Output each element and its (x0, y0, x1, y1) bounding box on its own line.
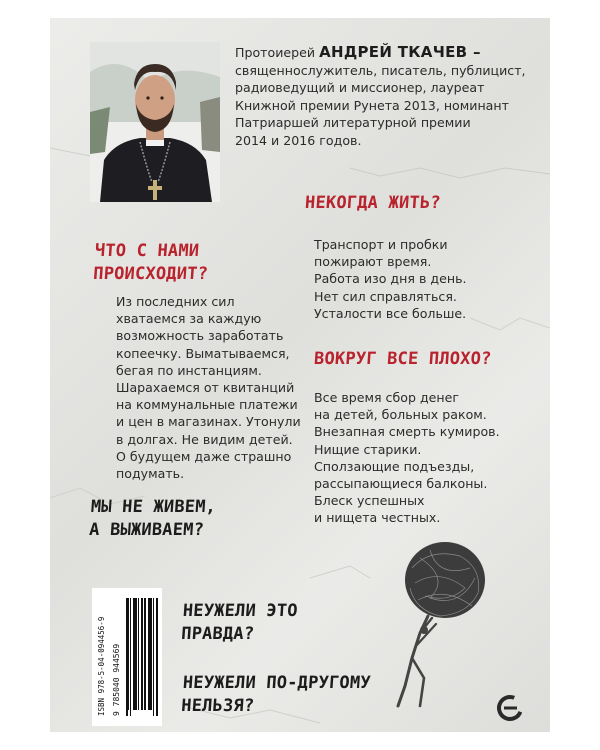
author-portrait-illustration (90, 42, 220, 202)
author-bio-line: 2014 и 2016 годов. (235, 132, 362, 148)
paragraph-no-time: Транспорт и пробки пожирают время. Работа изо дня в день. Нет сил справляться. Усталости все больше. (314, 237, 467, 321)
barcode-digits: 9 785040 944569 (112, 643, 121, 716)
author-name: АНДРЕЙ ТКАЧЕВ (319, 43, 468, 61)
barcode-graphic (92, 588, 162, 726)
author-title: Протоиерей (235, 45, 320, 60)
paragraph-what-happens: Из последних сил хватаемся за каждую возможность заработать копеечку. Выматываемся, бегая по инстанциям. Шарахаемся от квитанций на коммунальные платежи и цен в магазинах. Утонули в долгах. Не видим детей. О будущем даже страшно подумать. (116, 294, 301, 482)
author-bio-line: радиоведущий и миссионер, лауреат (235, 80, 485, 95)
isbn-text: ISBN 978-5-04-094456-9 (97, 616, 106, 716)
book-back-cover (50, 18, 550, 732)
author-name-dash: – (467, 43, 481, 61)
heading-no-time-to-live: НЕКОГДА ЖИТЬ? (304, 193, 442, 213)
author-bio-line: священнослужитель, писатель, публицист, (235, 62, 526, 78)
heading-everything-bad: ВОКРУГ ВСЕ ПЛОХО? (313, 349, 493, 369)
question-surviving: МЫ НЕ ЖИВЕМ, А ВЫЖИВАЕМ? (88, 497, 217, 540)
author-bio (235, 44, 535, 149)
sisyphus-boulder-illustration (360, 538, 510, 708)
author-bio-line: Книжной премии Рунета 2013, номинант (235, 97, 509, 113)
publisher-logo-icon (495, 693, 525, 723)
author-bio-line: Патриаршей литературной премии (235, 115, 471, 130)
author-bio-first-line (235, 44, 535, 62)
paragraph-everything-bad: Все время сбор денег на детей, больных раком. Внезапная смерть кумиров. Нищие старики. Сползающие подъезды, рассыпающиеся балконы. Блеск успешных и нищета честных. (314, 390, 500, 526)
isbn-barcode (92, 588, 162, 726)
author-photo (90, 42, 220, 202)
question-is-it-true: НЕУЖЕЛИ ЭТО ПРАВДА? (180, 601, 299, 644)
question-no-other-way: НЕУЖЕЛИ ПО-ДРУГОМУ НЕЛЬЗЯ? (180, 673, 372, 716)
heading-what-happens: ЧТО С НАМИ ПРОИСХОДИТ? (92, 241, 209, 284)
